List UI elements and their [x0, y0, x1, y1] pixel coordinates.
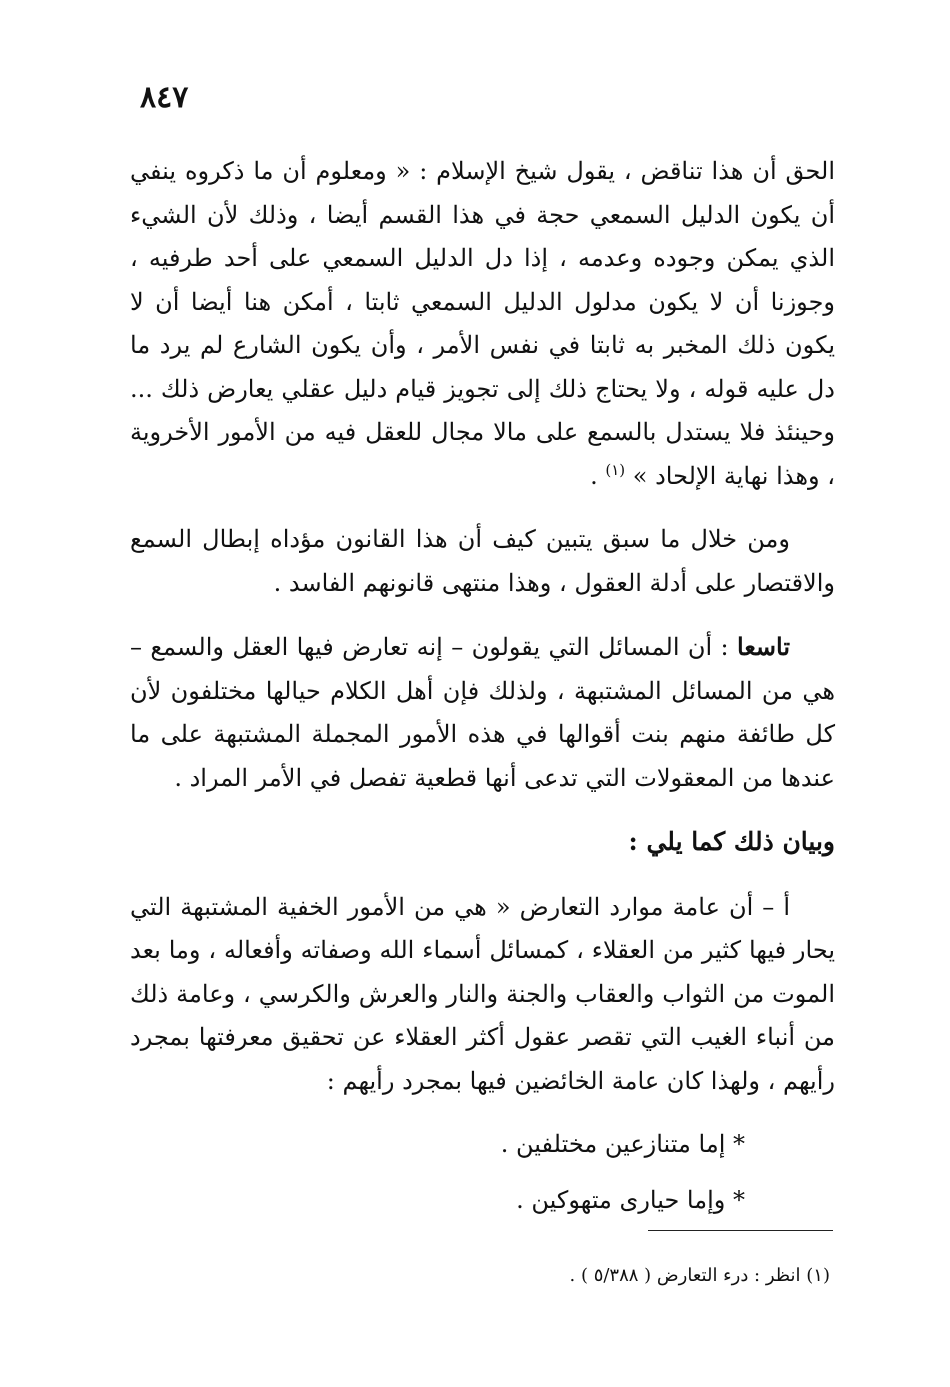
- bullet-item: * إما متنازعين مختلفين .: [500, 1130, 745, 1158]
- paragraph-quote-text: الحق أن هذا تناقض ، يقول شيخ الإسلام : « ومعلوم أن ما ذكروه ينفي أن يكون الدليل السمعي حجة في هذا القسم أيضا ، وذلك لأن الشيء الذي يمكن وجوده وعدمه ، إذا دل الدليل السمعي على أحد طرفيه ، وجوزنا أن لا يكون مدلول الدليل السمعي ثابتا ، أمكن هنا أيضا أن لا يكون ذلك المخبر به ثابتا في نفس الأمر ، وأن يكون الشارع لم يرد ما دل عليه قوله ، ولا يحتاج ذلك إلى تجويز قيام دليل عقلي يعارض ذلك ... وحينئذ فلا يستدل بالسمع على مالا مجال للعقل فيه من الأمور الأخروية ، وهذا نهاية الإلحاد »: [130, 157, 835, 490]
- ninth-lead: تاسعا: [737, 632, 790, 661]
- footnote-divider: [648, 1230, 833, 1231]
- footnote: (١) انظر : درء التعارض ( ٥/٣٨٨ ) .: [569, 1265, 830, 1286]
- point-a: أ – أن عامة موارد التعارض « هي من الأمور الخفية المشتبهة التي يحار فيها كثير من العقلاء ، كمسائل أسماء الله وصفاته وأفعاله ، وما بعد الموت من الثواب والعقاب والجنة والنار والعرش والكرسي ، وعامة ذلك من أنباء الغيب التي تقصر عقول أكثر العقلاء عن تحقيق معرفتها بمجرد رأيهم ، ولهذا كان عامة الخائضين فيها بمجرد رأيهم :: [130, 892, 835, 1095]
- footnote-marker: (١): [605, 460, 626, 479]
- bullet-item: * وإما حيارى متهوكين .: [516, 1185, 745, 1214]
- ninth-text: : أن المسائل التي يقولون – إنه تعارض فيها العقل والسمع – هي من المسائل المشتبهة ، ولذلك فإن أهل الكلام حيالها مختلفون لأن كل طائفة منهم بنت أقوالها في هذه الأمور المجملة المشتبهة على ما عندها من المعقولات التي تدعى أنها قطعية تفصل في الأمر المراد .: [130, 633, 835, 792]
- section-heading: وبيان ذلك كما يلي :: [628, 827, 835, 856]
- paragraph-quote: [130, 150, 835, 498]
- paragraph-ninth: [130, 625, 835, 800]
- paragraph-quote-tail: .: [590, 461, 606, 490]
- main-text: [130, 150, 835, 1234]
- page-number: ٨٤٧: [140, 80, 189, 115]
- paragraph-conclusion: ومن خلال ما سبق يتبين كيف أن هذا القانون مؤداه إبطال السمع والاقتصار على أدلة العقول ، وهذا منتهى قانونهم الفاسد .: [130, 525, 835, 597]
